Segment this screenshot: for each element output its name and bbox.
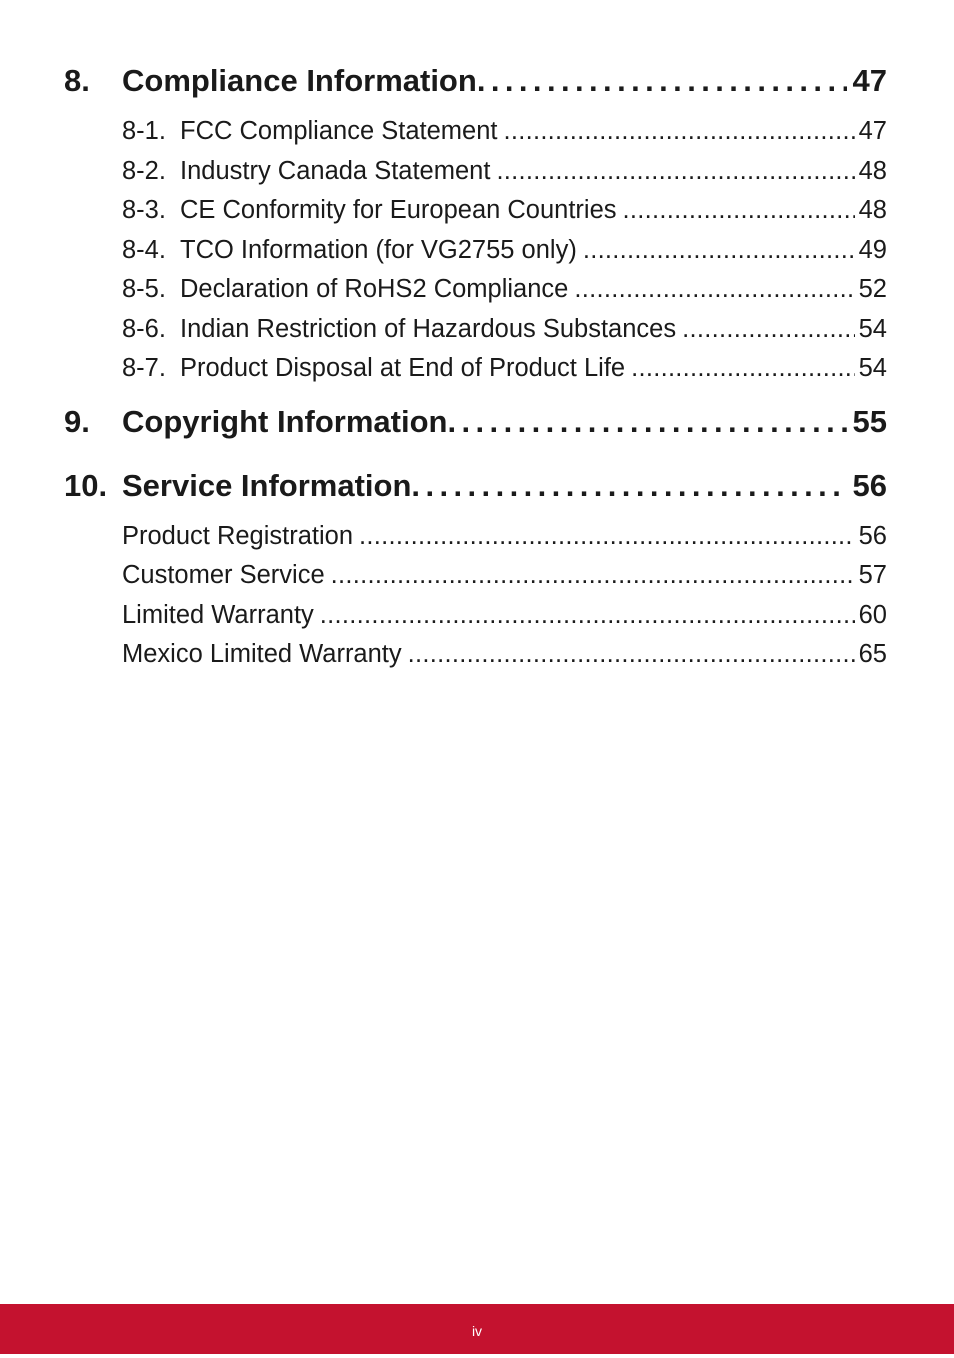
item-title: FCC Compliance Statement	[180, 117, 498, 145]
item-title: Limited Warranty	[122, 600, 314, 629]
item-number: 8-3.	[122, 196, 166, 224]
toc-chapter-10[interactable]	[64, 463, 887, 509]
dot-leader	[359, 517, 855, 557]
toc-item-8-2[interactable]	[122, 152, 887, 192]
page-number: 57	[858, 561, 887, 589]
dot-leader	[583, 231, 855, 271]
toc-item-mexico-limited-warranty[interactable]	[122, 635, 887, 675]
footer-bar	[0, 1304, 954, 1354]
item-title: Indian Restriction of Hazardous Substances	[180, 314, 677, 343]
dot-leader	[447, 399, 846, 445]
item-title: Mexico Limited Warranty	[122, 640, 402, 668]
item-number: 8-5.	[122, 275, 166, 303]
item-title: CE Conformity for European Countries	[180, 196, 617, 224]
page-number: 52	[858, 275, 887, 303]
item-number: 8-4.	[122, 235, 166, 264]
chapter-title: Compliance Information	[122, 63, 477, 98]
page-number: 56	[858, 521, 887, 550]
dot-leader	[631, 349, 855, 389]
toc-item-8-7[interactable]	[122, 349, 887, 389]
page-number: 48	[858, 196, 887, 224]
footer-page-number: iv	[471, 1323, 483, 1339]
dot-leader	[411, 463, 846, 509]
page-number: 47	[858, 117, 887, 145]
item-title: Industry Canada Statement	[180, 156, 491, 185]
item-number: 8-7.	[122, 354, 166, 382]
toc-chapter-9[interactable]	[64, 399, 887, 445]
page-number: 49	[858, 235, 887, 264]
page-number: 54	[858, 314, 887, 343]
toc-chapter-8[interactable]	[64, 58, 887, 104]
dot-leader	[320, 596, 855, 636]
item-title: TCO Information (for VG2755 only)	[180, 235, 577, 264]
table-of-contents	[64, 58, 887, 675]
toc-item-8-4[interactable]	[122, 231, 887, 271]
item-title: Declaration of RoHS2 Compliance	[180, 275, 569, 303]
item-number: 8-6.	[122, 314, 166, 343]
chapter-number: 9.	[64, 403, 90, 439]
toc-item-8-5[interactable]	[122, 270, 887, 310]
page-number: 47	[852, 63, 887, 98]
dot-leader	[331, 556, 855, 596]
item-number: 8-1.	[122, 117, 166, 145]
dot-leader	[503, 112, 854, 152]
toc-item-customer-service[interactable]	[122, 556, 887, 596]
page-number: 54	[858, 354, 887, 382]
toc-item-8-1[interactable]	[122, 112, 887, 152]
item-title: Product Registration	[122, 521, 354, 550]
chapter-title: Copyright Information	[122, 403, 448, 439]
dot-leader	[408, 635, 855, 675]
dot-leader	[574, 270, 854, 310]
dot-leader	[623, 191, 855, 231]
chapter-number: 8.	[64, 63, 90, 98]
item-title: Product Disposal at End of Product Life	[180, 354, 626, 382]
item-number: 8-2.	[122, 156, 166, 185]
toc-item-limited-warranty[interactable]	[122, 596, 887, 636]
toc-item-product-registration[interactable]	[122, 517, 887, 557]
page-number: 65	[858, 640, 887, 668]
page-number: 55	[852, 403, 887, 439]
page-number: 60	[858, 600, 887, 629]
chapter-title: Service Information	[122, 467, 412, 503]
page-number: 56	[852, 467, 887, 503]
toc-item-8-6[interactable]	[122, 310, 887, 350]
toc-item-8-3[interactable]	[122, 191, 887, 231]
dot-leader	[682, 310, 855, 350]
dot-leader	[477, 58, 847, 104]
page-number: 48	[858, 156, 887, 185]
dot-leader	[496, 152, 854, 192]
item-title: Customer Service	[122, 561, 325, 589]
chapter-number: 10.	[64, 467, 108, 503]
